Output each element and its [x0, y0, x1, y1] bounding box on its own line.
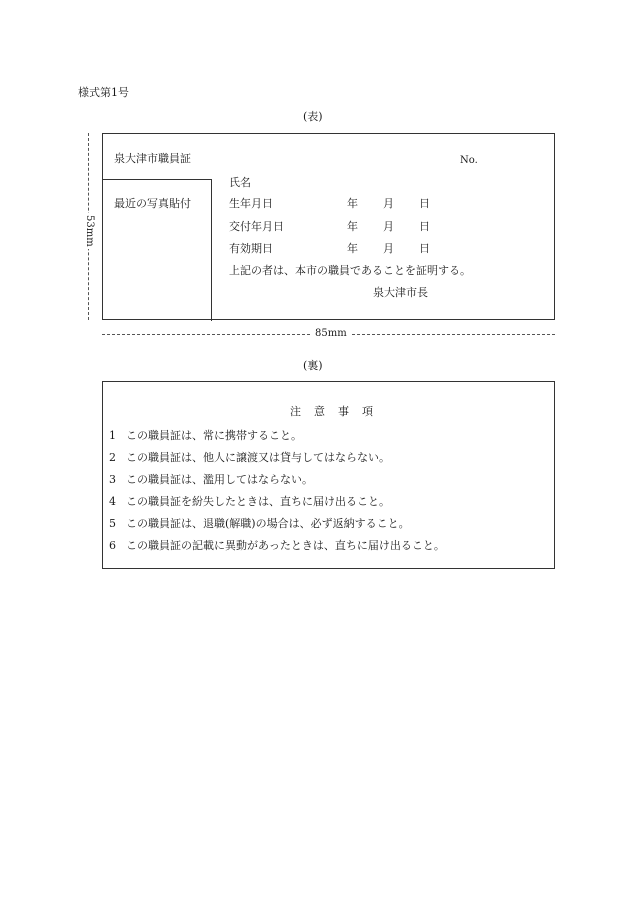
issue-date-label: 交付年月日: [229, 220, 284, 233]
note-number: 6: [109, 539, 116, 552]
photo-area: [103, 179, 212, 321]
birth-day-unit: 日: [419, 197, 430, 210]
note-number: 5: [109, 517, 116, 530]
note-text: この職員証は、常に携帯すること。: [126, 429, 302, 442]
expiry-day-unit: 日: [419, 242, 430, 255]
certification-text: 上記の者は、本市の職員であることを証明する。: [229, 264, 471, 277]
name-field-label: 氏名: [229, 176, 251, 189]
id-card-back: [102, 381, 555, 569]
issuer-name: 泉大津市長: [373, 286, 428, 299]
expiry-month-unit: 月: [383, 242, 394, 255]
note-number: 1: [109, 429, 116, 442]
expiry-date-label: 有効期日: [229, 242, 273, 255]
photo-label: 最近の写真貼付: [114, 197, 191, 210]
issue-year-unit: 年: [347, 220, 358, 233]
note-text: この職員証は、他人に譲渡又は貸与してはならない。: [126, 451, 390, 464]
note-text: この職員証の記載に異動があったときは、直ちに届け出ること。: [126, 539, 445, 552]
note-number: 4: [109, 495, 116, 508]
note-text: この職員証は、退職(解職)の場合は、必ず返納すること。: [126, 517, 410, 530]
notes-heading: 注 意 事 項: [290, 405, 374, 418]
front-side-label: (表): [303, 110, 323, 123]
card-number-label: No.: [460, 155, 478, 166]
note-number: 3: [109, 473, 116, 486]
card-title: 泉大津市職員証: [114, 152, 191, 165]
expiry-year-unit: 年: [347, 242, 358, 255]
note-number: 2: [109, 451, 116, 464]
form-number: 様式第1号: [78, 86, 129, 99]
note-text: この職員証を紛失したときは、直ちに届け出ること。: [126, 495, 390, 508]
issue-month-unit: 月: [383, 220, 394, 233]
width-dimension-label: 85mm: [312, 327, 350, 340]
note-text: この職員証は、濫用してはならない。: [126, 473, 313, 486]
id-card-front: [102, 133, 555, 320]
height-dimension-label: 53mm: [84, 215, 95, 247]
birth-year-unit: 年: [347, 197, 358, 210]
birth-month-unit: 月: [383, 197, 394, 210]
birth-date-label: 生年月日: [229, 197, 273, 210]
issue-day-unit: 日: [419, 220, 430, 233]
back-side-label: (裏): [303, 359, 323, 372]
